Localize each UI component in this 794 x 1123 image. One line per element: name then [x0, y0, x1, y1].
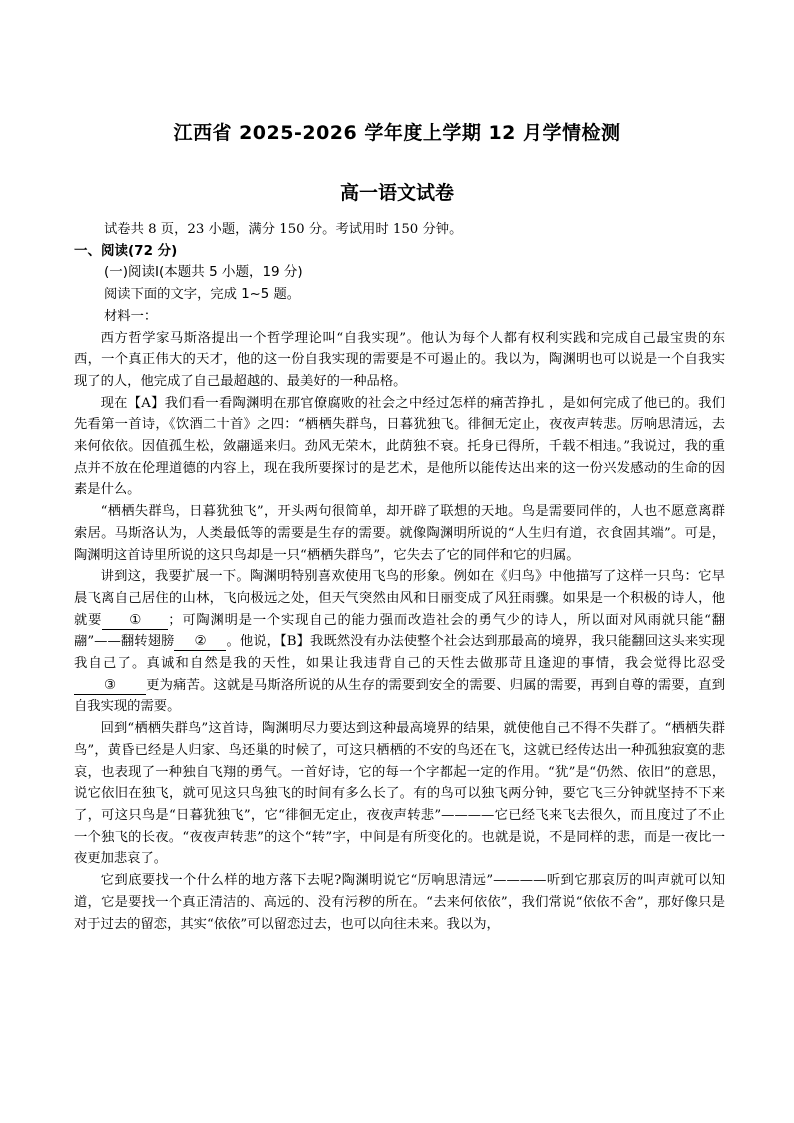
paragraph-4-part-2: ；可陶渊明是一个实现自己的能力强而改造社会的勇气少的诗人，所以面对风雨就只能“翻翮”——翻转翅膀 — [74, 612, 726, 650]
fill-blank-3: ③ — [74, 678, 146, 695]
section-subheading: (一)阅读Ⅰ(本题共 5 小题，19 分) — [104, 264, 303, 281]
fill-blank-1: ① — [102, 613, 168, 630]
paragraph-6: 它到底要找一个什么样的地方落下去呢?陶渊明说它“厉响思清远”————听到它那哀厉的叫声就可以知道，它是要找一个真正清洁的、高远的、没有污秽的所在。“去来何依依”，我们常说“依依不舍”，那好像只是对于过去的留恋，其实“依依”可以留恋过去，也可以向往未来。我以为， — [74, 873, 725, 932]
paragraph-4-part-4: 更为痛苦。这就是马斯洛所说的从生存的需要到安全的需要、归属的需要，再到自尊的需要，直到自我实现的需要。 — [74, 677, 725, 715]
exam-subtitle: 高一语文试卷 — [339, 182, 454, 204]
reading-instruction: 阅读下面的文字，完成 1~5 题。 — [104, 287, 301, 303]
exam-notice: 试卷共 8 页，23 小题，满分 150 分。考试用时 150 分钟。 — [104, 222, 463, 237]
material-label: 材料一： — [104, 308, 158, 324]
paragraph-4 — [74, 566, 725, 718]
paragraph-4-part-1: 讲到这，我要扩展一下。陶渊明特别喜欢使用飞鸟的形象。例如在《归鸟》中他描写了这样一只鸟：它早晨飞离自己居住的山林，飞向极远之处，但天气突然由风和日丽变成了风狂雨骤。如果是一个积极的诗人，他就要 — [74, 569, 725, 628]
exam-content — [74, 219, 725, 935]
paragraph-4-part-3: 。他说，【B】我既然没有办法使整个社会达到那最高的境界，我只能翻回这头来实现我自己了。真诚和自然是我的天性，如果让我违背自己的天性去做那苛且逢迎的事情，我会觉得比忍受 — [74, 634, 725, 672]
exam-title: 江西省 2025-2026 学年度上学期 12 月学情检测 — [173, 122, 621, 144]
paragraph-5: 回到“栖栖失群鸟”这首诗，陶渊明尽力要达到这种最高境界的结果，就使他自己不得不失群了。“栖栖失群鸟”，黄昏已经是人归家、鸟还巢的时候了，可这只栖栖的不安的鸟还在飞，这就已经传达出一种孤独寂寞的悲哀，也表现了一种独自飞翔的勇气。一首好诗，它的每一个字都起一定的作用。“犹”是“仍然、依旧”的意思，说它依旧在独飞，就可见这只鸟独飞的时间有多么长了。有的鸟可以独飞两分钟，要它飞三分钟就坚持不下来了，可这只鸟是“日暮犹独飞”，它“徘徊无定止，夜夜声转悲”————它已经飞来飞去很久，而且度过了不止一个独飞的长夜。“夜夜声转悲”的这个“转”字，中间是有所变化的。也就是说，不是同样的悲，而是一夜比一夜更加悲哀了。 — [74, 721, 725, 867]
fill-blank-2: ② — [174, 634, 226, 651]
paragraph-3: “栖栖失群鸟，日暮犹独飞”，开头两句很简单，却开辟了联想的天地。鸟是需要同伴的，人也不愿意离群索居。马斯洛认为，人类最低等的需要是生存的需要。就像陶渊明所说的“人生归有道，衣食固其端”。可是，陶渊明这首诗里所说的这只鸟却是一只“栖栖失群鸟”，它失去了它的同伴和它的归属。 — [74, 504, 725, 563]
paragraph-1: 西方哲学家马斯洛提出一个哲学理论叫“自我实现”。他认为每个人都有权利实践和完成自己最宝贵的东西，一个真正伟大的天才，他的这一份自我实现的需要是不可遏止的。我以为，陶渊明也可以说是一个自我实现了的人，他完成了自己最超越的、最美好的一种品格。 — [74, 330, 725, 389]
section-heading: 一、阅读(72 分) — [74, 242, 178, 259]
paragraph-2: 现在【A】我们看一看陶渊明在那官僚腐败的社会之中经过怎样的痛苦挣扎 ，是如何完成了他已的。我们先看第一首诗，《饮酒二十首》之四：“栖栖失群鸟，日暮犹独飞。徘徊无定止，夜夜声转悲。厉响思清远，去来何依依。因值孤生松，敛翮遥来归。劲风无荣木，此荫独不衰。托身已得所，千载不相违。”我说过，我的重点并不放在伦理道德的内容上，现在我所要探讨的是艺术，是他所以能传达出来的这一份兴发感动的生命的因素是什么。 — [74, 395, 725, 498]
